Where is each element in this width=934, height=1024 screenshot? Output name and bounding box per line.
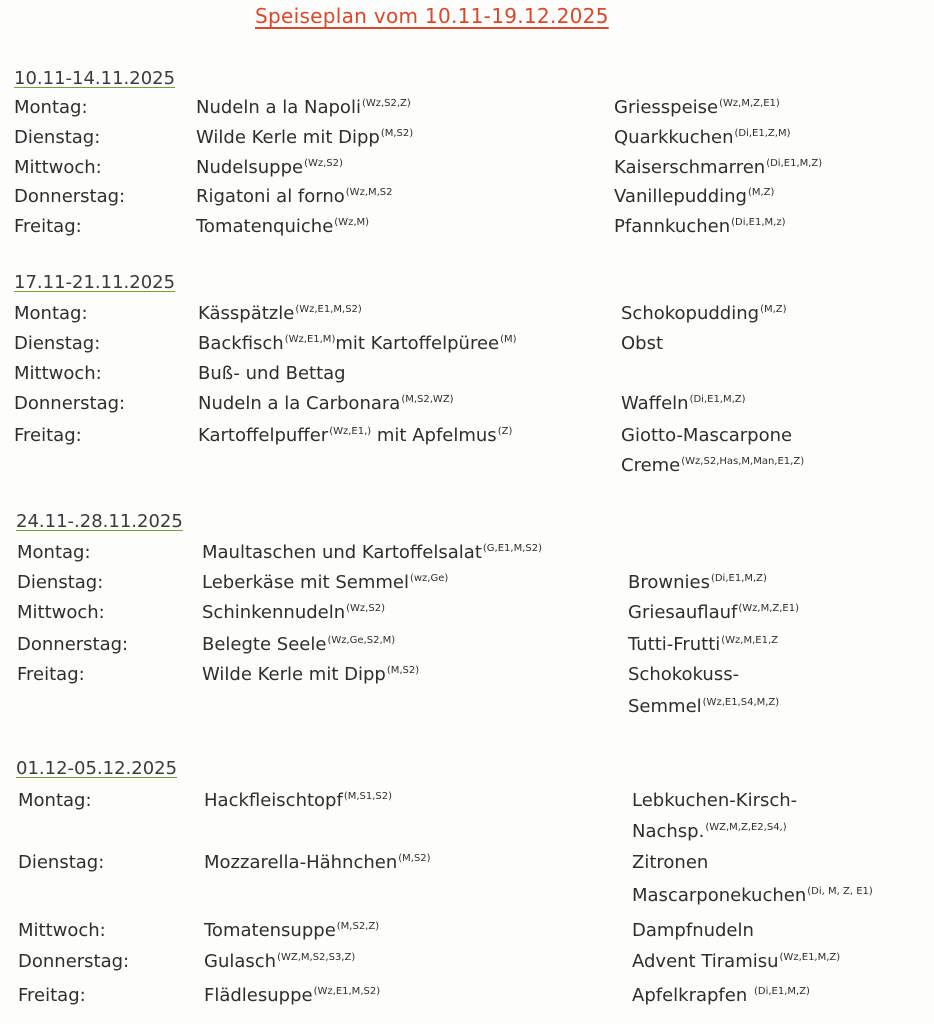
menu-row [0, 216, 934, 246]
day-label: Freitag: [14, 216, 82, 237]
main-dish [198, 393, 454, 414]
allergen-codes: (Wz,E1,M,S2) [295, 304, 362, 315]
item-text: Wilde Kerle mit Dipp [202, 664, 386, 685]
week-header: 17.11-21.11.2025 [14, 272, 176, 293]
dessert [632, 920, 754, 941]
allergen-codes: (Wz,M) [334, 217, 370, 228]
dessert-line [628, 664, 739, 685]
item-text: Quarkkuchen [614, 127, 734, 148]
day-label: Montag: [17, 542, 91, 563]
day-label: Dienstag: [17, 572, 104, 593]
menu-row [0, 920, 934, 950]
item-text: Pfannkuchen [614, 216, 731, 237]
dessert [614, 157, 822, 178]
dessert-line [632, 852, 708, 873]
allergen-codes: (Wz,S2,Has,M,Man,E1,Z) [681, 456, 805, 467]
day-label: Mittwoch: [17, 602, 105, 623]
item-text: Obst [621, 333, 664, 354]
item-text: Leberkäse mit Semmel [202, 572, 409, 593]
item-text: Kaiserschmarren [614, 157, 766, 178]
allergen-codes: (M,Z) [760, 304, 787, 315]
item-text: Gulasch [204, 951, 277, 972]
main-dish [204, 790, 392, 811]
week-header: 10.11-14.11.2025 [14, 68, 176, 89]
main-dish [202, 602, 385, 623]
day-label: Montag: [14, 303, 88, 324]
day-label: Donnerstag: [18, 951, 130, 972]
menu-row [0, 363, 934, 393]
main-dish [196, 157, 343, 178]
menu-row [0, 303, 934, 333]
main-dish [202, 542, 542, 563]
item-text: Mozzarella-Hähnchen [204, 852, 398, 873]
allergen-codes: (Di,E1,M,z) [731, 217, 786, 228]
menu-row [0, 634, 934, 664]
dessert-line [621, 333, 663, 354]
dessert [632, 852, 873, 906]
allergen-codes: (Wz,Ge,S2,M) [327, 635, 396, 646]
dessert [628, 602, 799, 623]
item-text: Zitronen [632, 852, 709, 873]
dessert-line [621, 303, 787, 324]
week-header: 24.11-.28.11.2025 [16, 511, 183, 532]
allergen-codes: (Di,E1,Z,M) [734, 128, 791, 139]
allergen-codes: (Di,E1,M,Z) [766, 158, 823, 169]
menu-row [0, 186, 934, 216]
item-text: Nudelsuppe [196, 157, 304, 178]
menu-row [0, 664, 934, 717]
item-text: Griesspeise [614, 97, 719, 118]
item-text: Semmel [628, 696, 702, 717]
allergen-codes: (Wz,E1,M,Z) [779, 952, 841, 963]
item-text: Waffeln [621, 393, 689, 414]
main-dish [196, 97, 411, 118]
day-label: Freitag: [14, 425, 82, 446]
allergen-codes: (M,S2) [398, 853, 431, 864]
day-label: Dienstag: [14, 333, 101, 354]
menu-row [0, 790, 934, 842]
menu-row [0, 393, 934, 423]
dessert [621, 425, 804, 476]
dessert [628, 572, 767, 593]
day-label: Mittwoch: [18, 920, 106, 941]
item-text: Brownies [628, 572, 710, 593]
item-text: Kartoffelpuffer [198, 425, 329, 446]
day-label: Mittwoch: [14, 363, 102, 384]
item-text: Schokopudding [621, 303, 760, 324]
dessert [628, 634, 778, 655]
main-dish [204, 985, 380, 1006]
item-text: Advent Tiramisu [632, 951, 779, 972]
dessert-line [628, 634, 778, 655]
allergen-codes: (Di,E1,M,Z) [753, 986, 810, 997]
item-text: Backfisch [198, 333, 284, 354]
dessert [614, 127, 790, 148]
allergen-codes: (M) [500, 334, 517, 345]
item-text: Hackfleischtopf [204, 790, 343, 811]
allergen-codes: (Wz,M,Z,E1) [719, 98, 780, 109]
item-text: Dampfnudeln [632, 920, 754, 941]
main-dish [198, 333, 517, 354]
dessert-line [621, 425, 792, 446]
dessert-line [614, 127, 790, 148]
dessert [621, 333, 663, 354]
item-text: Kässpätzle [198, 303, 295, 324]
day-label: Freitag: [17, 664, 85, 685]
dessert-line [628, 602, 799, 623]
main-dish [198, 363, 346, 384]
allergen-codes: (M,S2) [386, 665, 420, 676]
dessert-line [628, 572, 767, 593]
allergen-codes: (M,S2) [380, 128, 414, 139]
allergen-codes: (Di,E1,M,Z) [710, 573, 767, 584]
day-label: Donnerstag: [14, 186, 126, 207]
item-text: Vanillepudding [614, 186, 747, 207]
item-text: Nudeln a la Carbonara [198, 393, 401, 414]
menu-row [0, 985, 934, 1015]
day-label: Montag: [14, 97, 88, 118]
allergen-codes: (Wz,S2,Z) [361, 98, 411, 109]
main-dish [196, 216, 369, 237]
item-text: Mascarponekuchen [632, 885, 807, 906]
item-text: Nachsp. [632, 821, 705, 842]
menu-row [0, 425, 934, 476]
allergen-codes: (Wz,M,Z,E1) [738, 603, 799, 614]
item-text: Buß- und Bettag [198, 363, 346, 384]
page-title: Speiseplan vom 10.11-19.12.2025 [255, 4, 609, 28]
dessert-line-2 [628, 696, 779, 717]
item-text: Nudeln a la Napoli [196, 97, 361, 118]
item-text: Lebkuchen-Kirsch- [632, 790, 798, 811]
item-text: Schokokuss- [628, 664, 740, 685]
main-dish [196, 186, 393, 207]
dessert-line [614, 216, 785, 237]
dessert [621, 303, 787, 324]
dessert-line-2 [632, 821, 797, 842]
menu-row [0, 333, 934, 363]
allergen-codes: (WZ,M,S2,S3,Z) [277, 952, 356, 963]
menu-row [0, 127, 934, 157]
item-text: Apfelkrapfen [632, 985, 753, 1006]
allergen-codes: (Z) [497, 426, 513, 437]
item-text: Tutti-Frutti [628, 634, 721, 655]
allergen-codes: (Wz,M,E1,Z [721, 635, 778, 646]
dessert [628, 664, 779, 717]
day-label: Montag: [18, 790, 92, 811]
item-text: Schinkennudeln [202, 602, 346, 623]
main-dish [196, 127, 413, 148]
dessert [614, 97, 780, 118]
day-label: Donnerstag: [17, 634, 129, 655]
dessert-line [632, 790, 797, 811]
main-dish [198, 425, 512, 446]
menu-row [0, 572, 934, 602]
week-header: 01.12-05.12.2025 [16, 758, 178, 779]
dessert [632, 951, 840, 972]
dessert-line-2 [621, 455, 804, 476]
day-label: Mittwoch: [14, 157, 102, 178]
menu-row [0, 951, 934, 981]
allergen-codes: (WZ,M,Z,E2,S4,) [705, 822, 787, 833]
main-dish [202, 572, 448, 593]
item-text: Creme [621, 455, 681, 476]
menu-row [0, 542, 934, 572]
main-dish [198, 303, 362, 324]
allergen-codes: (Wz,S2) [346, 603, 385, 614]
allergen-codes: (G,E1,M,S2) [482, 543, 542, 554]
allergen-codes: (M,S2,Z) [336, 921, 380, 932]
dessert-line [614, 97, 780, 118]
allergen-codes: (M,Z) [747, 187, 775, 198]
day-label: Dienstag: [18, 852, 105, 873]
dessert [632, 985, 810, 1006]
allergen-codes: (wz,Ge) [409, 573, 449, 584]
day-label: Donnerstag: [14, 393, 126, 414]
dessert [614, 186, 774, 207]
menu-row [0, 157, 934, 187]
item-text: Rigatoni al forno [196, 186, 345, 207]
main-dish [204, 951, 355, 972]
item-text: Griesauflauf [628, 602, 738, 623]
dessert-line-2 [632, 885, 873, 906]
main-dish [204, 852, 431, 873]
allergen-codes: (Wz,E1,M,S2) [313, 986, 381, 997]
item-text: Belegte Seele [202, 634, 327, 655]
dessert-line [614, 157, 822, 178]
allergen-codes: (Wz,E1,M) [284, 334, 336, 345]
item-text: Giotto-Mascarpone [621, 425, 793, 446]
allergen-codes: (Wz,S2) [304, 158, 343, 169]
main-dish [204, 920, 379, 941]
allergen-codes: (Wz,M,S2 [345, 187, 393, 198]
item-text: Flädlesuppe [204, 985, 313, 1006]
item-text: Maultaschen und Kartoffelsalat [202, 542, 482, 563]
item-text: Tomatenquiche [196, 216, 334, 237]
item-text: Tomatensuppe [204, 920, 336, 941]
menu-row [0, 602, 934, 632]
day-label: Freitag: [18, 985, 86, 1006]
allergen-codes: (M,S2,WZ) [401, 394, 454, 405]
dessert [621, 393, 746, 414]
main-dish [202, 664, 419, 685]
item-text: mit Kartoffelpüree [335, 333, 500, 354]
item-text: Wilde Kerle mit Dipp [196, 127, 380, 148]
allergen-codes: (Di,E1,M,Z) [689, 394, 746, 405]
dessert [614, 216, 785, 237]
allergen-codes: (Di, M, Z, E1) [807, 886, 873, 897]
dessert-line [632, 920, 754, 941]
dessert-line [621, 393, 746, 414]
day-label: Dienstag: [14, 127, 101, 148]
dessert-line [632, 985, 810, 1006]
dessert-line [632, 951, 840, 972]
allergen-codes: (Wz,E1,) [329, 426, 372, 437]
dessert [632, 790, 797, 842]
allergen-codes: (Wz,E1,S4,M,Z) [702, 697, 780, 708]
menu-row [0, 97, 934, 127]
allergen-codes: (M,S1,S2) [343, 791, 393, 802]
menu-row [0, 852, 934, 906]
dessert-line [614, 186, 774, 207]
main-dish [202, 634, 395, 655]
item-text: mit Apfelmus [371, 425, 497, 446]
